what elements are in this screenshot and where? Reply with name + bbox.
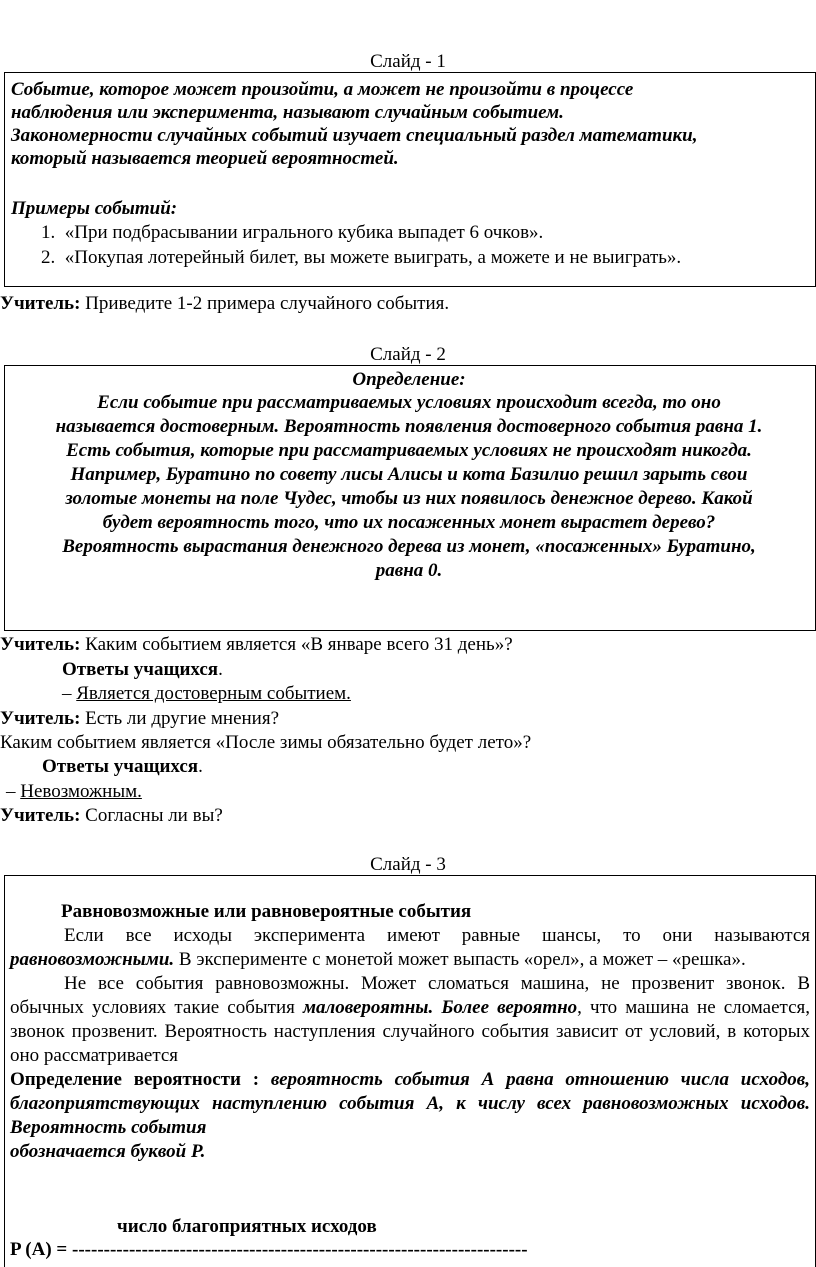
definition-text-2: обозначается буквой Р. bbox=[10, 1141, 206, 1162]
slide-3-heading: Равновозможные или равновероятные события bbox=[61, 901, 472, 922]
slide-1-box bbox=[4, 72, 816, 287]
formula-numerator: число благоприятных исходов bbox=[117, 1216, 377, 1237]
definition-paragraph bbox=[10, 1068, 810, 1140]
slide-3-box bbox=[4, 875, 816, 1267]
p2-term: маловероятны. Более вероятно bbox=[302, 997, 578, 1018]
definition-text: вероятность события А равна отношению числа исходов, благоприятствующих наступлению события А, к числу всех равновозможных исходов. Вероятность события bbox=[10, 1069, 810, 1138]
answers-heading-1 bbox=[62, 658, 223, 681]
paragraph bbox=[10, 924, 810, 972]
answer-1 bbox=[62, 682, 351, 705]
question-2: Каким событием является «После зимы обязательно будет лето»? bbox=[0, 732, 532, 753]
speaker: Учитель: bbox=[0, 293, 81, 314]
definition-line: Например, Буратино по совету лисы Алисы и кота Базилио решил зарыть свои bbox=[70, 464, 748, 485]
definition-text bbox=[5, 391, 813, 583]
speaker: Учитель: bbox=[0, 805, 81, 826]
list-item bbox=[41, 246, 681, 271]
answer-2 bbox=[6, 780, 142, 803]
list-item-text: «Покупая лотерейный билет, вы можете выиграть, а можете и не выиграть». bbox=[64, 247, 682, 268]
definition-label: Определение вероятности : bbox=[10, 1069, 271, 1090]
speaker: Учитель: bbox=[0, 634, 81, 655]
teacher-line-4 bbox=[0, 804, 223, 827]
intro-line: Событие, которое может произойти, а может не произойти в процессе bbox=[11, 79, 634, 100]
teacher-text: Есть ли другие мнения? bbox=[85, 708, 280, 729]
dash: – bbox=[62, 683, 77, 704]
slide-1-label: Слайд - 1 bbox=[370, 51, 446, 72]
p2-rest: , что машина не сломается, звонок прозвенит. Вероятность наступления случайного события зависит от условий, в которых оно рассматривается bbox=[10, 997, 810, 1066]
period: . bbox=[198, 756, 203, 777]
teacher-line-3 bbox=[0, 707, 279, 730]
answers-label: Ответы учащихся bbox=[62, 659, 219, 680]
list-item-number: 2. bbox=[41, 247, 56, 268]
answer-text: Является достоверным событием. bbox=[76, 683, 351, 704]
p1-term: равновозможными. bbox=[10, 949, 175, 970]
teacher-line-2 bbox=[0, 633, 513, 656]
list-item-number: 1. bbox=[41, 222, 56, 243]
teacher-line-1 bbox=[0, 292, 449, 315]
definition-title: Определение: bbox=[352, 369, 466, 390]
examples-list bbox=[41, 221, 681, 271]
speaker: Учитель: bbox=[0, 708, 81, 729]
definition-line: называется достоверным. Вероятность появления достоверного события равна 1. bbox=[55, 416, 763, 437]
list-item bbox=[41, 221, 681, 246]
slide-1-intro bbox=[11, 78, 697, 170]
dash: – bbox=[6, 781, 21, 802]
period: . bbox=[218, 659, 223, 680]
intro-line: Закономерности случайных событий изучает специальный раздел математики, bbox=[11, 125, 698, 146]
formula: P (A) = ------------------------------------------------------------------------ bbox=[10, 1239, 528, 1260]
answer-text: Невозможным. bbox=[20, 781, 142, 802]
p1-text: Если все исходы эксперимента имеют равные шансы, то они называются bbox=[64, 925, 810, 946]
paragraph bbox=[10, 972, 810, 1068]
p1-rest: В эксперименте с монетой может выпасть «орел», а может – «решка». bbox=[174, 949, 746, 970]
teacher-text: Согласны ли вы? bbox=[85, 805, 223, 826]
answers-label: Ответы учащихся bbox=[42, 756, 199, 777]
slide-3-label: Слайд - 3 bbox=[370, 854, 446, 875]
intro-line: который называется теорией вероятностей. bbox=[11, 148, 399, 169]
answers-heading-2 bbox=[42, 755, 203, 778]
teacher-text: Каким событием является «В январе всего 31 день»? bbox=[85, 634, 513, 655]
intro-line: наблюдения или эксперимента, называют случайным событием. bbox=[11, 102, 564, 123]
teacher-text: Приведите 1-2 примера случайного события. bbox=[85, 293, 450, 314]
list-item-text: «При подбрасывании игрального кубика выпадет 6 очков». bbox=[64, 222, 544, 243]
p2-text: Не все события равновозможны. Может сломаться машина, не прозвенит звонок. В обычных условиях такие события bbox=[10, 973, 810, 1018]
slide-3-body bbox=[10, 924, 810, 1164]
definition-line: Если событие при рассматриваемых условиях происходит всегда, то оно bbox=[97, 392, 721, 413]
slide-2-label: Слайд - 2 bbox=[370, 344, 446, 365]
definition-line: Вероятность вырастания денежного дерева из монет, «посаженных» Буратино, bbox=[62, 536, 756, 557]
definition-line: золотые монеты на поле Чудес, чтобы из них появилось денежное дерево. Какой bbox=[65, 488, 753, 509]
definition-line: равна 0. bbox=[375, 560, 443, 581]
definition-line: Есть события, которые при рассматриваемых условиях не происходят никогда. bbox=[66, 440, 752, 461]
definition-line: будет вероятность того, что их посаженных монет вырастет дерево? bbox=[102, 512, 716, 533]
slide-2-box bbox=[4, 365, 816, 631]
examples-title: Примеры событий: bbox=[11, 198, 178, 219]
